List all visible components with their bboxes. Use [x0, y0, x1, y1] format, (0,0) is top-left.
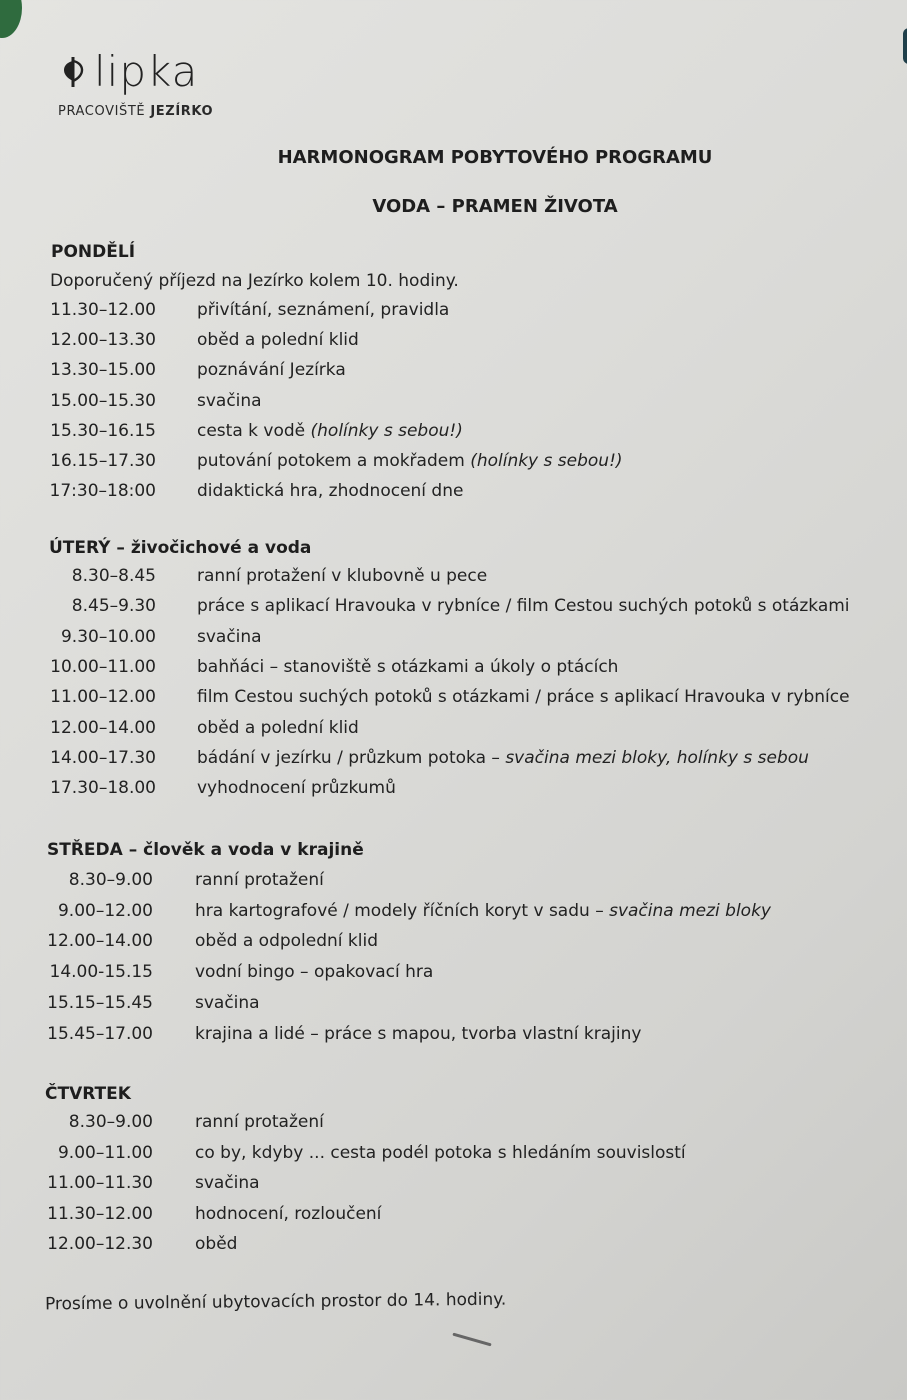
time-slot: 11.00–12.00	[50, 687, 156, 708]
activity	[195, 1173, 260, 1193]
time-slot: 15.00–15.30	[50, 390, 156, 411]
activity	[195, 901, 771, 921]
activity	[195, 1234, 237, 1254]
time-slot: 8.30–9.00	[68, 870, 153, 890]
time-slot: 9.30–10.00	[60, 626, 156, 647]
activity-text: ranní protažení	[195, 1112, 324, 1132]
arrival-note: Doporučený příjezd na Jezírko kolem 10. hodiny.	[50, 271, 459, 291]
time-slot: 8.45–9.30	[71, 596, 156, 617]
activity-text: oběd	[195, 1234, 238, 1255]
logo-word: lipka	[94, 47, 199, 96]
activity	[197, 748, 809, 768]
activity-text: ranní protažení v klubovně u pece	[197, 566, 488, 586]
activity-text: putování potokem a mokřadem	[197, 451, 471, 471]
time-slot: 17:30–18:00	[49, 481, 156, 502]
activity-text: svačina	[197, 626, 262, 647]
time-slot: 16.15–17.30	[50, 451, 156, 471]
activity-text: ranní protažení	[195, 870, 324, 890]
activity-italic-note: (holínky s sebou!)	[470, 451, 623, 471]
time-slot: 13.30–15.00	[50, 360, 156, 381]
activity-text: práce s aplikací Hravouka v rybníce / film Cestou suchých potoků s otázkami	[197, 596, 850, 617]
activity	[195, 1143, 686, 1163]
activity-text: cesta k vodě	[197, 420, 311, 441]
activity-text: poznávání Jezírka	[197, 360, 346, 381]
time-slot: 12.00–14.00	[50, 717, 156, 738]
activity-text: co by, kdyby ... cesta podél potoka s hledáním souvislostí	[195, 1142, 686, 1163]
logo-sub-bold: JEZÍRKO	[150, 104, 214, 119]
time-slot: 15.30–16.15	[50, 420, 156, 441]
activity	[197, 657, 618, 677]
activity-text: oběd a polední klid	[197, 330, 359, 351]
document-title: HARMONOGRAM POBYTOVÉHO PROGRAMU	[277, 147, 713, 168]
activity	[197, 566, 487, 586]
activity-italic-note: (holínky s sebou!)	[310, 420, 463, 441]
activity	[197, 627, 262, 647]
activity	[195, 1024, 641, 1044]
logo-subtitle	[58, 104, 213, 119]
time-slot: 12.00–12.30	[47, 1234, 153, 1255]
time-slot: 14.00–17.30	[50, 747, 156, 768]
day-heading: ÚTERÝ – živočichové a voda	[49, 538, 312, 558]
pencil-mark	[452, 1333, 491, 1347]
time-slot: 10.00–11.00	[50, 656, 156, 677]
activity	[195, 931, 378, 951]
activity-text: oběd a odpolední klid	[195, 931, 379, 952]
activity-text: vyhodnocení průzkumů	[197, 778, 396, 799]
time-slot: 8.30–9.00	[68, 1112, 153, 1132]
time-slot: 15.45–17.00	[47, 1023, 153, 1044]
activity	[195, 870, 324, 890]
activity-text: svačina	[195, 992, 260, 1013]
activity-text: vodní bingo – opakovací hra	[195, 962, 434, 983]
activity-italic-note: svačina mezi bloky	[609, 900, 771, 921]
time-slot: 8.30–8.45	[71, 566, 156, 586]
activity-text: oběd a polední klid	[197, 717, 359, 738]
activity	[197, 300, 449, 320]
activity	[197, 596, 850, 616]
activity	[197, 451, 623, 471]
activity	[195, 962, 433, 982]
time-slot: 11.30–12.00	[47, 1203, 153, 1224]
activity-text: didaktická hra, zhodnocení dne	[197, 481, 464, 502]
day-heading: PONDĚLÍ	[51, 242, 136, 262]
activity-italic-note: svačina mezi bloky, holínky s sebou	[505, 747, 809, 768]
activity-text: hra kartografové / modely říčních koryt v sadu –	[195, 900, 610, 921]
time-slot: 11.30–12.00	[50, 300, 156, 320]
pin-left	[0, 0, 22, 38]
time-slot: 11.00–11.30	[47, 1173, 153, 1194]
activity-text: bahňáci – stanoviště s otázkami a úkoly o ptácích	[197, 656, 619, 677]
time-slot: 15.15–15.45	[47, 992, 153, 1013]
time-slot: 9.00–12.00	[57, 900, 153, 921]
activity-text: hodnocení, rozloučení	[195, 1203, 382, 1224]
activity	[195, 1112, 324, 1132]
activity-text: krajina a lidé – práce s mapou, tvorba vlastní krajiny	[195, 1023, 642, 1044]
leaf-icon	[58, 55, 88, 89]
day-heading: ČTVRTEK	[45, 1084, 131, 1104]
activity	[197, 421, 463, 441]
activity-text: svačina	[195, 1173, 260, 1194]
time-slot: 17.30–18.00	[50, 778, 156, 799]
activity	[197, 687, 850, 707]
time-slot: 14.00-15.15	[49, 962, 153, 983]
activity	[195, 993, 260, 1013]
activity-text: svačina	[197, 390, 262, 411]
activity	[197, 778, 396, 798]
activity-text: film Cestou suchých potoků s otázkami / práce s aplikací Hravouka v rybníce	[197, 687, 850, 708]
logo-sub-light: PRACOVIŠTĚ	[58, 104, 146, 119]
activity-text: bádání v jezírku / průzkum potoka –	[197, 747, 506, 768]
activity	[197, 718, 359, 738]
activity	[197, 360, 346, 380]
pin-right	[903, 28, 907, 64]
day-heading: STŘEDA – člověk a voda v krajině	[47, 840, 364, 860]
time-slot: 12.00–14.00	[47, 931, 153, 952]
time-slot: 12.00–13.30	[50, 330, 156, 351]
activity	[197, 391, 262, 411]
lipka-logo	[58, 47, 214, 119]
activity	[195, 1204, 381, 1224]
document-subtitle: VODA – PRAMEN ŽIVOTA	[372, 196, 618, 217]
activity	[197, 481, 463, 501]
activity	[197, 330, 359, 350]
footer-note: Prosíme o uvolnění ubytovacích prostor do 14. hodiny.	[44, 1289, 507, 1315]
activity-text: přivítání, seznámení, pravidla	[197, 300, 450, 320]
time-slot: 9.00–11.00	[57, 1142, 153, 1163]
